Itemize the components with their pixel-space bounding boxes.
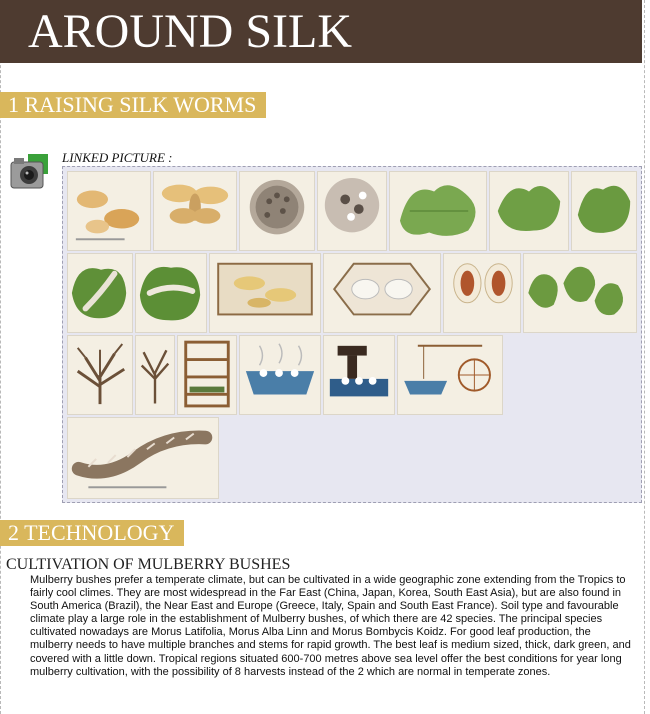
page-title: AROUND SILK <box>28 5 352 58</box>
section-technology <box>0 520 184 546</box>
thumbnail-silkworm-eggs[interactable] <box>239 171 315 251</box>
thumbnail-mulberry-leaves[interactable] <box>389 171 487 251</box>
page-header <box>0 0 642 63</box>
thumbnail-silk-skein[interactable] <box>67 417 219 499</box>
thumbnail-reeling-machine[interactable] <box>323 335 395 415</box>
thumbnail-mulberry-branch[interactable] <box>489 171 569 251</box>
thumbnail-moths-and-eggs[interactable] <box>67 171 151 251</box>
thumbnail-mulberry-leaves-2[interactable] <box>523 253 637 333</box>
section-title: 1 RAISING SILK WORMS <box>8 92 257 117</box>
section-title: 2 TECHNOLOGY <box>8 520 175 545</box>
thumbnail-boiling-cocoons[interactable] <box>239 335 321 415</box>
thumbnail-mulberry-tree[interactable] <box>67 335 133 415</box>
thumbnail-rearing-shelves[interactable] <box>177 335 237 415</box>
thumbnail-reeling-wheel[interactable] <box>397 335 503 415</box>
thumbnail-cocoons-in-net[interactable] <box>323 253 441 333</box>
thumbnail-caterpillar-on-leaf[interactable] <box>67 253 133 333</box>
thumbnail-cocoons-in-frame[interactable] <box>209 253 321 333</box>
linked-picture-gallery <box>62 166 642 503</box>
thumbnail-cut-cocoons-pupae[interactable] <box>443 253 521 333</box>
camera-icon[interactable] <box>10 152 50 190</box>
cultivation-heading: CULTIVATION OF MULBERRY BUSHES <box>6 556 291 573</box>
section-raising-silk-worms <box>0 92 266 118</box>
thumbnail-silk-moth[interactable] <box>153 171 237 251</box>
linked-picture-label: LINKED PICTURE : <box>62 150 173 165</box>
thumbnail-mulberry-leaf-cluster[interactable] <box>571 171 637 251</box>
cultivation-body: Mulberry bushes prefer a temperate climate, but can be cultivated in a wide geographic zone extending from the Tropics to fairly cool climes. They are most widespread in the Far East (China, Japan, Korea, South East Asia), but are also found in South America (Brazil), the Near East and Europe (Greece, Italy, Spain and South East France). Soil type and favourable climate play a large role in the establishment of Mulberry bushes, of which there are 42 species. The principal species cultivated nowadays are Morus Latifolia, Morus Alba Linn and Morus Bombycis Koidz. For good leaf production, the mulberry needs to have multiple branches and stems for rapid growth. The best leaf is medium sized, thick, dark green, and covered with a little down. Tropical regions situated 600-700 metres above sea level offer the best conditions for year long mulberry cultivation, with the possibility of 8 harvests instead of the 2 which are normal in temperate zones. <box>30 574 631 678</box>
thumbnail-pruned-tree[interactable] <box>135 335 175 415</box>
thumbnail-caterpillars-on-leaves[interactable] <box>135 253 207 333</box>
thumbnail-hatching-larvae[interactable] <box>317 171 387 251</box>
